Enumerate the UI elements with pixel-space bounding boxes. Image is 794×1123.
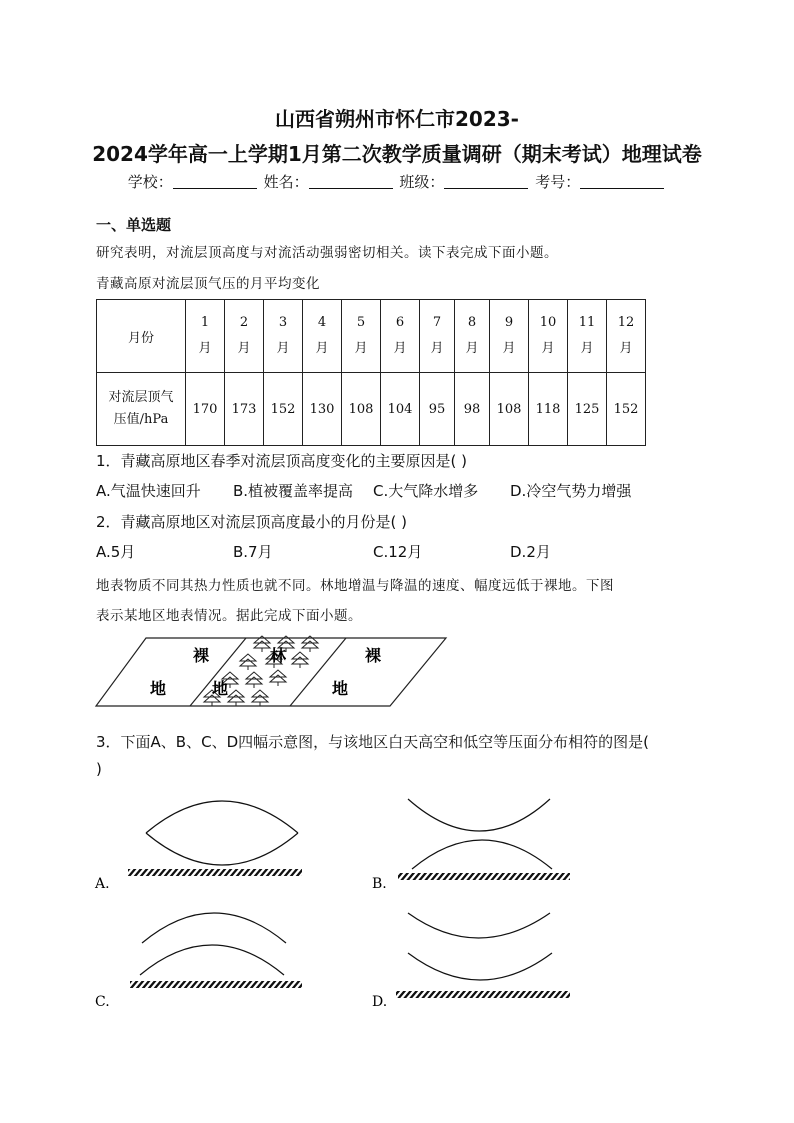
class-label: 班级： <box>399 173 445 191</box>
month-num: 4 <box>317 315 327 330</box>
school-label: 学校： <box>127 173 173 191</box>
table-cell: 152 <box>607 373 646 446</box>
q2-option-c[interactable]: C.12月 <box>373 543 423 561</box>
month-num: 11 <box>578 315 596 330</box>
table-cell: 98 <box>455 373 490 446</box>
title-line-2: 2024学年高一上学期1月第二次教学质量调研（期末考试）地理试卷 <box>92 142 702 166</box>
label-forest-top: 林 <box>270 646 287 665</box>
month-num: 10 <box>539 315 557 330</box>
name-field[interactable] <box>309 174 393 189</box>
table-cell: 108 <box>490 373 529 446</box>
month-unit: 月 <box>237 341 251 356</box>
table-row <box>97 373 646 446</box>
q1-option-b[interactable]: B.植被覆盖率提高 <box>233 482 354 500</box>
value-header-line-2: 压值/hPa <box>113 412 169 427</box>
diagram-c[interactable] <box>130 913 302 988</box>
table-cell <box>490 300 529 373</box>
table-cell: 152 <box>264 373 303 446</box>
month-unit: 月 <box>315 341 329 356</box>
month-unit: 月 <box>541 341 555 356</box>
q2-option-a[interactable]: A.5月 <box>96 543 136 561</box>
table-cell <box>303 300 342 373</box>
school-field[interactable] <box>173 174 257 189</box>
table-cell: 170 <box>186 373 225 446</box>
name-label: 姓名： <box>263 173 309 191</box>
month-header: 月份 <box>127 330 154 346</box>
month-num: 5 <box>356 315 366 330</box>
section-heading: 一、单选题 <box>96 216 172 234</box>
month-unit: 月 <box>393 341 407 356</box>
table-cell <box>455 300 490 373</box>
month-num: 6 <box>395 315 405 330</box>
table-cell <box>381 300 420 373</box>
month-unit: 月 <box>580 341 594 356</box>
table-cell <box>607 300 646 373</box>
exam-number-label: 考号： <box>535 173 581 191</box>
pressure-table <box>96 299 646 446</box>
month-unit: 月 <box>430 341 444 356</box>
q2-option-d[interactable]: D.2月 <box>510 543 551 561</box>
month-header-cell <box>97 300 186 373</box>
table-row <box>97 300 646 373</box>
table-caption: 青藏高原对流层顶气压的月平均变化 <box>96 276 320 292</box>
label-bare-bottom-right: 地 <box>332 679 349 698</box>
title-line-1: 山西省朔州市怀仁市2023- <box>275 107 519 131</box>
question-3-line-2: ) <box>96 760 102 778</box>
month-num: 3 <box>278 315 288 330</box>
table-cell <box>225 300 264 373</box>
diagram-a-label: A. <box>95 876 110 892</box>
diagram-a[interactable] <box>128 801 302 876</box>
label-bare-bottom-left: 地 <box>150 679 167 698</box>
intro-paragraph-2-line-2: 表示某地区地表情况。据此完成下面小题。 <box>96 608 362 624</box>
q1-option-c[interactable]: C.大气降水增多 <box>373 482 479 500</box>
table-cell: 173 <box>225 373 264 446</box>
student-info-line <box>0 171 794 192</box>
question-1: 1．青藏高原地区春季对流层顶高度变化的主要原因是( ) <box>96 452 468 470</box>
q2-option-b[interactable]: B.7月 <box>233 543 273 561</box>
table-cell: 125 <box>568 373 607 446</box>
month-num: 12 <box>617 315 635 330</box>
diagram-c-label: C. <box>95 994 110 1010</box>
table-cell: 118 <box>529 373 568 446</box>
month-unit: 月 <box>354 341 368 356</box>
month-unit: 月 <box>276 341 290 356</box>
month-num: 1 <box>200 315 210 330</box>
table-cell <box>568 300 607 373</box>
table-cell: 108 <box>342 373 381 446</box>
table-cell <box>420 300 455 373</box>
isobar-diagrams <box>90 785 590 1015</box>
month-unit: 月 <box>198 341 212 356</box>
label-bare-top-right: 裸 <box>365 646 382 665</box>
intro-paragraph-2-line-1: 地表物质不同其热力性质也就不同。林地增温与降温的速度、幅度远低于裸地。下图 <box>96 578 614 594</box>
table-cell: 95 <box>420 373 455 446</box>
month-num: 8 <box>467 315 477 330</box>
table-cell <box>529 300 568 373</box>
table-cell <box>342 300 381 373</box>
q1-option-d[interactable]: D.冷空气势力增强 <box>510 482 632 500</box>
month-unit: 月 <box>502 341 516 356</box>
intro-paragraph-1: 研究表明，对流层顶高度与对流活动强弱密切相关。读下表完成下面小题。 <box>96 245 558 261</box>
month-unit: 月 <box>619 341 633 356</box>
diagram-d[interactable] <box>396 913 570 998</box>
q1-option-a[interactable]: A.气温快速回升 <box>96 482 201 500</box>
value-header-line-1: 对流层顶气 <box>108 390 174 405</box>
table-cell: 130 <box>303 373 342 446</box>
month-num: 9 <box>504 315 514 330</box>
label-forest-bottom: 地 <box>212 679 229 698</box>
diagram-b-label: B. <box>372 876 387 892</box>
table-cell <box>264 300 303 373</box>
month-unit: 月 <box>465 341 479 356</box>
land-surface-figure <box>90 630 460 710</box>
value-header-cell <box>97 373 186 446</box>
month-num: 2 <box>239 315 249 330</box>
month-num: 7 <box>432 315 442 330</box>
class-field[interactable] <box>444 174 528 189</box>
diagram-d-label: D. <box>372 994 388 1010</box>
exam-number-field[interactable] <box>580 174 664 189</box>
table-cell: 104 <box>381 373 420 446</box>
diagram-b[interactable] <box>398 799 570 880</box>
question-3-line-1: 3．下面A、B、C、D四幅示意图，与该地区白天高空和低空等压面分布相符的图是( <box>96 733 649 751</box>
table-cell <box>186 300 225 373</box>
label-bare-top-left: 裸 <box>193 646 210 665</box>
question-2: 2．青藏高原地区对流层顶高度最小的月份是( ) <box>96 513 408 531</box>
